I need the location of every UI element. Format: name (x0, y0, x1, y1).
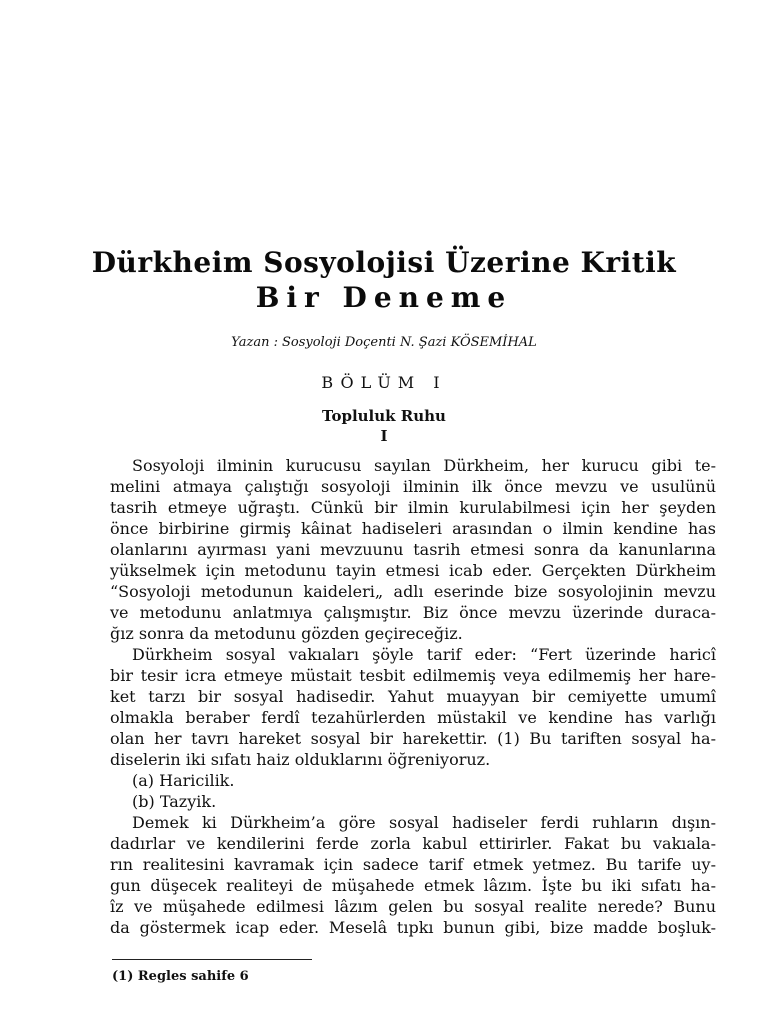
body-line: olan her tavrı hareket sosyal bir harekettir. (1) Bu tariften sosyal ha- (110, 729, 716, 748)
body-line: “Sosyoloji metodunun kaideleri„ adlı eserinde bize sosyolojinin mevzu (110, 582, 716, 601)
body-line: Demek ki Dürkheim’a göre sosyal hadiseler ferdi ruhların dışın- (132, 813, 716, 832)
body-line: bir tesir icra etmeye müstait tesbit edilmemiş veya edilmemiş her hare- (110, 666, 716, 685)
body-text (110, 455, 716, 938)
article-title-line-1: Dürkheim Sosyolojisi Üzerine Kritik (91, 246, 677, 279)
body-line: dadırlar ve kendilerini ferde zorla kabul ettirirler. Fakat bu vakıala- (110, 834, 716, 853)
list-item: (a) Haricilik. (132, 771, 235, 790)
body-line: rın realitesini kavramak için sadece tarif etmek yetmez. Bu tarife uy- (110, 855, 716, 874)
list-item: (b) Tazyik. (132, 792, 217, 811)
body-line: yükselmek için metodunu tayin etmesi icab eder. Gerçekten Dürkheim (110, 561, 716, 580)
body-line: olmakla beraber ferdî tezahürlerden müstakil ve kendine has varlığı (110, 708, 716, 727)
body-line: Sosyoloji ilminin kurucusu sayılan Dürkheim, her kurucu gibi te- (132, 456, 716, 475)
footnote-divider (112, 959, 312, 960)
body-line: ve metodunu anlatmıya çalışmıştır. Biz önce mevzu üzerinde duraca- (110, 603, 716, 622)
body-line: îz ve müşahede edilmesi lâzım gelen bu sosyal realite nerede? Bunu (110, 897, 716, 916)
body-line: önce birbirine girmiş kâinat hadiseleri arasından o ilmin kendine has (110, 519, 716, 538)
body-line: gun düşecek realiteyi de müşahede etmek lâzım. İşte bu iki sıfatı ha- (110, 876, 716, 895)
footnote: (1) Regles sahife 6 (112, 969, 249, 984)
body-line: melini atmaya çalıştığı sosyoloji ilminin ilk önce mevzu ve usulünü (110, 477, 716, 496)
body-line: da göstermek icap eder. Meselâ tıpkı bunun gibi, bize madde boşluk- (110, 918, 716, 937)
body-line: Dürkheim sosyal vakıaları şöyle tarif eder: “Fert üzerinde haricî (132, 645, 716, 664)
article-title-line-2: Bir Deneme (255, 281, 513, 314)
chapter-heading: BÖLÜM I (321, 373, 447, 392)
author-label: Yazan : (231, 335, 278, 350)
body-line: ğız sonra da metodunu gözden geçireceğiz. (110, 624, 463, 643)
body-line: olanlarını ayırması yani mevzuunu tasrih etmesi sonra da kanunlarına (110, 540, 716, 559)
body-line: ket tarzı bir sosyal hadisedir. Yahut muayyan bir cemiyette umumî (110, 687, 716, 706)
section-number: I (380, 427, 388, 445)
author-line (0, 334, 768, 352)
body-line: diselerin iki sıfatı haiz olduklarını öğreniyoruz. (110, 750, 491, 769)
body-line: tasrih etmeye uğraştı. Cünkü bir ilmin kurulabilmesi için her şeyden (110, 498, 716, 517)
section-title: Topluluk Ruhu (322, 407, 446, 425)
author-name: Sosyoloji Doçenti N. Şazi KÖSEMİHAL (281, 335, 537, 350)
